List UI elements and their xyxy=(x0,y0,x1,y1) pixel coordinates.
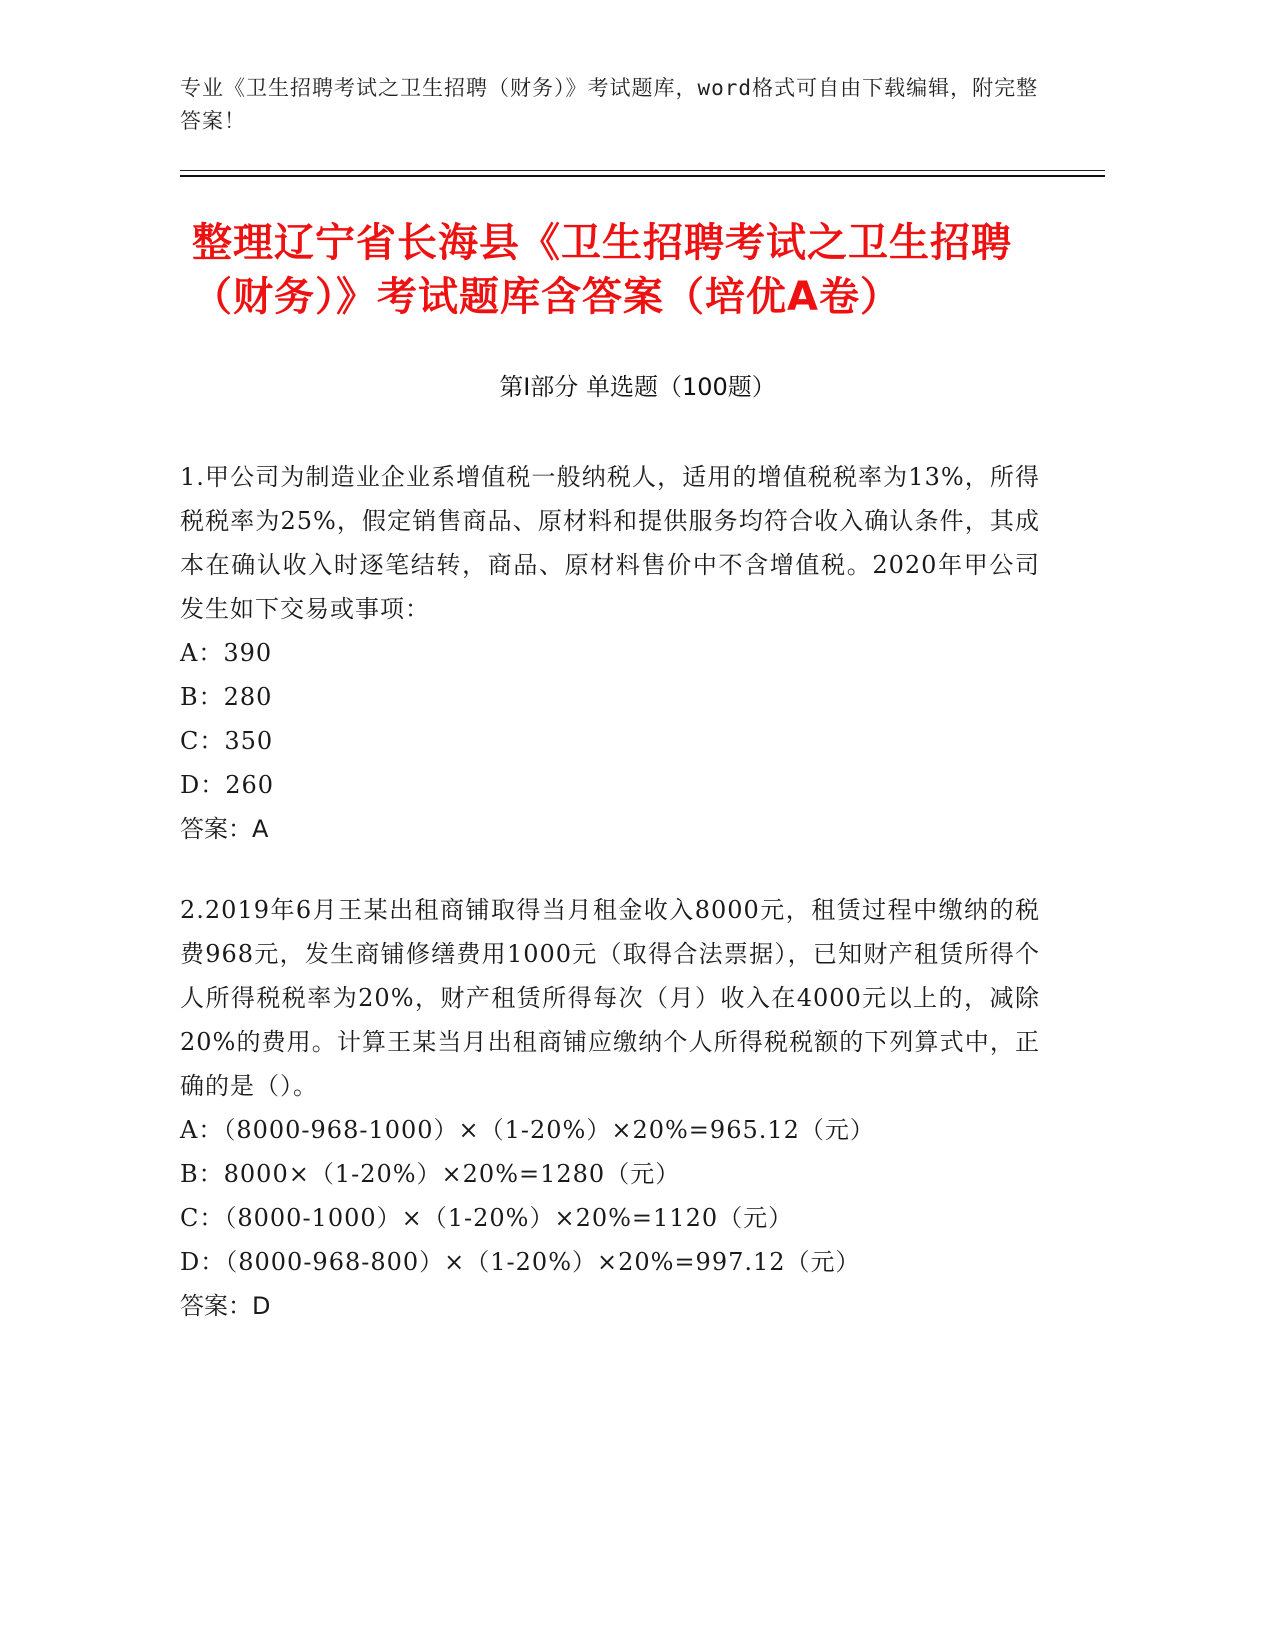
question-2 xyxy=(180,888,1040,1328)
option-text: 390 xyxy=(223,639,273,667)
question-stem: 1.甲公司为制造业企业系增值税一般纳税人，适用的增值税税率为13%，所得税税率为25%，假定销售商品、原材料和提供服务均符合收入确认条件，其成本在确认收入时逐笔结转，商品、原材料售价中不含增值税。2020年甲公司发生如下交易或事项： xyxy=(180,463,1040,623)
option-b xyxy=(180,1152,1040,1196)
option-text: 350 xyxy=(224,727,274,755)
question-stem: 2.2019年6月王某出租商铺取得当月租金收入8000元，租赁过程中缴纳的税费968元，发生商铺修缮费用1000元（取得合法票据），已知财产租赁所得个人所得税税率为20%，财产租赁所得每次（月）收入在4000元以上的，减除20%的费用。计算王某当月出租商铺应缴纳个人所得税税额的下列算式中，正确的是（）。 xyxy=(180,896,1040,1100)
option-key: C： xyxy=(180,1204,225,1232)
answer-value: A xyxy=(252,815,269,843)
answer-label: 答案： xyxy=(180,815,252,843)
option-d xyxy=(180,763,1040,807)
option-key: A： xyxy=(180,639,224,667)
option-text: 260 xyxy=(225,771,275,799)
document-title: 整理辽宁省长海县《卫生招聘考试之卫生招聘（财务）》考试题库含答案（培优A卷） xyxy=(192,220,1012,320)
option-key: A： xyxy=(180,1116,224,1144)
answer-value: D xyxy=(252,1292,271,1320)
option-a xyxy=(180,631,1040,675)
header-note: 专业《卫生招聘考试之卫生招聘（财务）》考试题库，word格式可自由下载编辑，附完整答案！ xyxy=(180,76,1039,133)
option-key: B： xyxy=(180,1160,224,1188)
option-key: B： xyxy=(180,683,224,711)
option-b xyxy=(180,675,1040,719)
section-heading: 第Ⅰ部分 单选题（100题） xyxy=(499,373,776,401)
option-text: （8000-968-800）×（1-20%）×20%=997.12（元） xyxy=(225,1248,861,1276)
answer-label: 答案： xyxy=(180,1292,252,1320)
option-key: D： xyxy=(180,1248,226,1276)
option-c xyxy=(180,719,1040,763)
option-text: （8000-968-1000）×（1-20%）×20%=965.12（元） xyxy=(223,1116,875,1144)
option-text: 280 xyxy=(223,683,273,711)
answer-line xyxy=(180,1284,1040,1328)
header-divider-thin xyxy=(180,170,1105,171)
option-a xyxy=(180,1108,1040,1152)
option-text: 8000×（1-20%）×20%=1280（元） xyxy=(223,1160,681,1188)
option-d xyxy=(180,1240,1040,1284)
answer-line xyxy=(180,807,1040,851)
option-key: D： xyxy=(180,771,226,799)
header-divider-thick xyxy=(180,175,1105,177)
option-text: （8000-1000）×（1-20%）×20%=1120（元） xyxy=(224,1204,794,1232)
option-c xyxy=(180,1196,1040,1240)
question-1 xyxy=(180,455,1040,851)
option-key: C： xyxy=(180,727,225,755)
